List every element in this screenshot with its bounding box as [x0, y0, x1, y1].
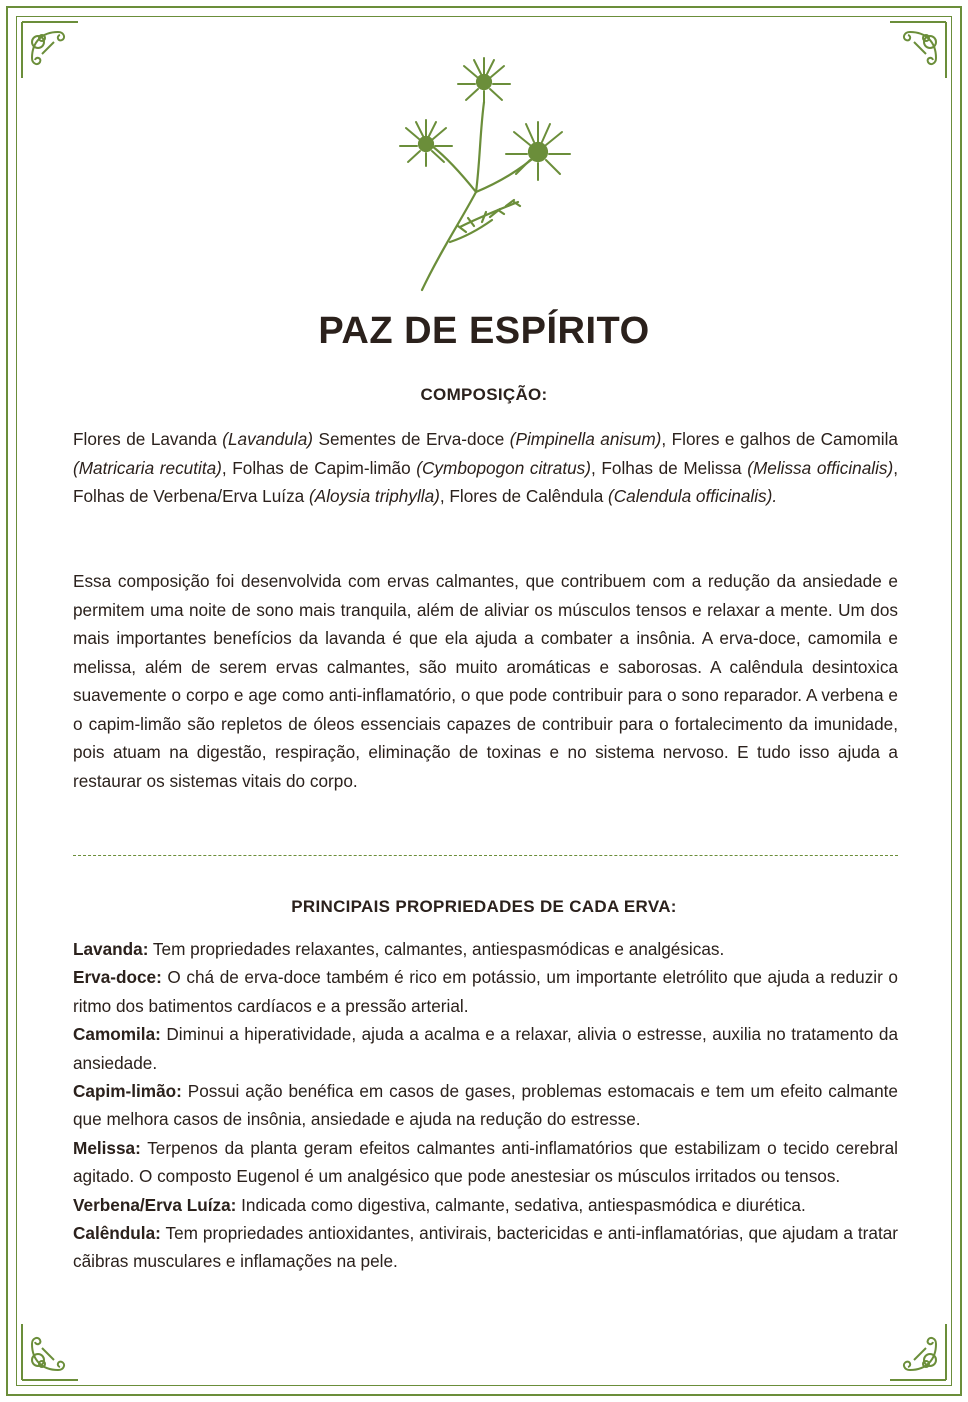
composition-ingredients	[73, 425, 898, 511]
section-divider	[73, 855, 898, 856]
ingredient-text: , Flores e galhos de Camomila	[661, 429, 898, 449]
property-item	[73, 935, 898, 963]
scientific-name: (Cymbopogon citratus)	[416, 457, 591, 478]
corner-ornament-icon	[18, 18, 82, 82]
herb-name: Verbena/Erva Luíza:	[73, 1194, 237, 1215]
herb-description: Tem propriedades antioxidantes, antivirais, bactericidas e anti-inflamatórias, que ajudam a tratar cãibras musculares e inflamações na pele.	[73, 1223, 898, 1272]
composition-heading: COMPOSIÇÃO:	[420, 385, 548, 404]
scientific-name: (Lavandula)	[222, 429, 314, 449]
herb-name: Calêndula:	[73, 1223, 161, 1244]
herb-description: Possui ação benéfica em casos de gases, problemas estomacais e tem um efeito calmante que melhora casos de insônia, ansiedade e ajuda na redução do estresse.	[73, 1081, 898, 1130]
ingredient-text: Flores de Lavanda	[73, 429, 223, 449]
scientific-name: (Aloysia triphylla)	[309, 486, 440, 506]
property-item	[73, 1134, 898, 1191]
herb-description: Terpenos da planta geram efeitos calmantes anti-inflamatórios que estabilizam o tecido cerebral agitado. O composto Eugenol é um analgésico que pode anestesiar os músculos irritados ou tensos.	[73, 1137, 898, 1187]
herb-description: Indicada como digestiva, calmante, sedativa, antiespasmódica e diurética.	[236, 1194, 806, 1215]
scientific-name: (Calendula officinalis).	[608, 486, 778, 506]
properties-list	[73, 935, 898, 1276]
property-item	[73, 1219, 898, 1276]
composition-description: Essa composição foi desenvolvida com ervas calmantes, que contribuem com a redução da ansiedade e permitem uma noite de sono mais tranquila, além de aliviar os músculos tensos e relaxar a mente. Um dos mais importantes benefícios da lavanda é que ela ajuda a combater a insônia. A erva-doce, camomila e melissa, além de serem ervas calmantes, são muito aromáticas e saborosas. A calêndula desintoxica suavemente o corpo e age como anti-inflamatório, o que pode contribuir para o sono reparador. A verbena e o capim-limão são repletos de óleos essenciais capazes de contribuir para o fortalecimento da imunidade, pois atuam na digestão, respiração, eliminação de toxinas e no sistema nervoso. E tudo isso ajuda a restaurar os sistemas vitais do corpo.	[73, 571, 898, 791]
page-title: PAZ DE ESPÍRITO	[318, 310, 650, 352]
ingredient-text: , Folhas de Melissa	[591, 457, 748, 478]
corner-ornament-icon	[18, 1320, 82, 1384]
scientific-name: (Melissa officinalis)	[747, 457, 894, 478]
herb-name: Erva-doce:	[73, 967, 162, 988]
corner-ornament-icon	[886, 18, 950, 82]
ingredient-text: , Flores de Calêndula	[439, 486, 609, 506]
scientific-name: (Pimpinella anisum)	[509, 429, 662, 449]
property-item	[73, 963, 898, 1020]
ingredient-text: Sementes de Erva-doce	[313, 429, 510, 449]
herb-description: Tem propriedades relaxantes, calmantes, antiespasmódicas e analgésicas.	[148, 939, 725, 959]
herb-name: Camomila:	[73, 1024, 161, 1045]
chamomile-flower-icon	[380, 52, 590, 294]
properties-heading: PRINCIPAIS PROPRIEDADES DE CADA ERVA:	[291, 897, 677, 916]
property-item	[73, 1020, 898, 1077]
ingredient-text: , Folhas de Capim-limão	[221, 457, 417, 478]
herb-name: Melissa:	[73, 1137, 141, 1158]
property-item	[73, 1191, 898, 1219]
corner-ornament-icon	[886, 1320, 950, 1384]
property-item	[73, 1077, 898, 1134]
scientific-name: (Matricaria recutita)	[73, 457, 222, 478]
herb-name: Lavanda:	[73, 939, 149, 959]
herb-description: O chá de erva-doce também é rico em potássio, um importante eletrólito que ajuda a reduzir o ritmo dos batimentos cardíacos e a pressão arterial.	[73, 967, 898, 1016]
herb-description: Diminui a hiperatividade, ajuda a acalma e a relaxar, alivia o estresse, auxilia no tratamento da ansiedade.	[73, 1024, 898, 1073]
herb-name: Capim-limão:	[73, 1081, 182, 1102]
ingredient-text: , Folhas de Verbena/Erva Luíza	[73, 457, 899, 506]
